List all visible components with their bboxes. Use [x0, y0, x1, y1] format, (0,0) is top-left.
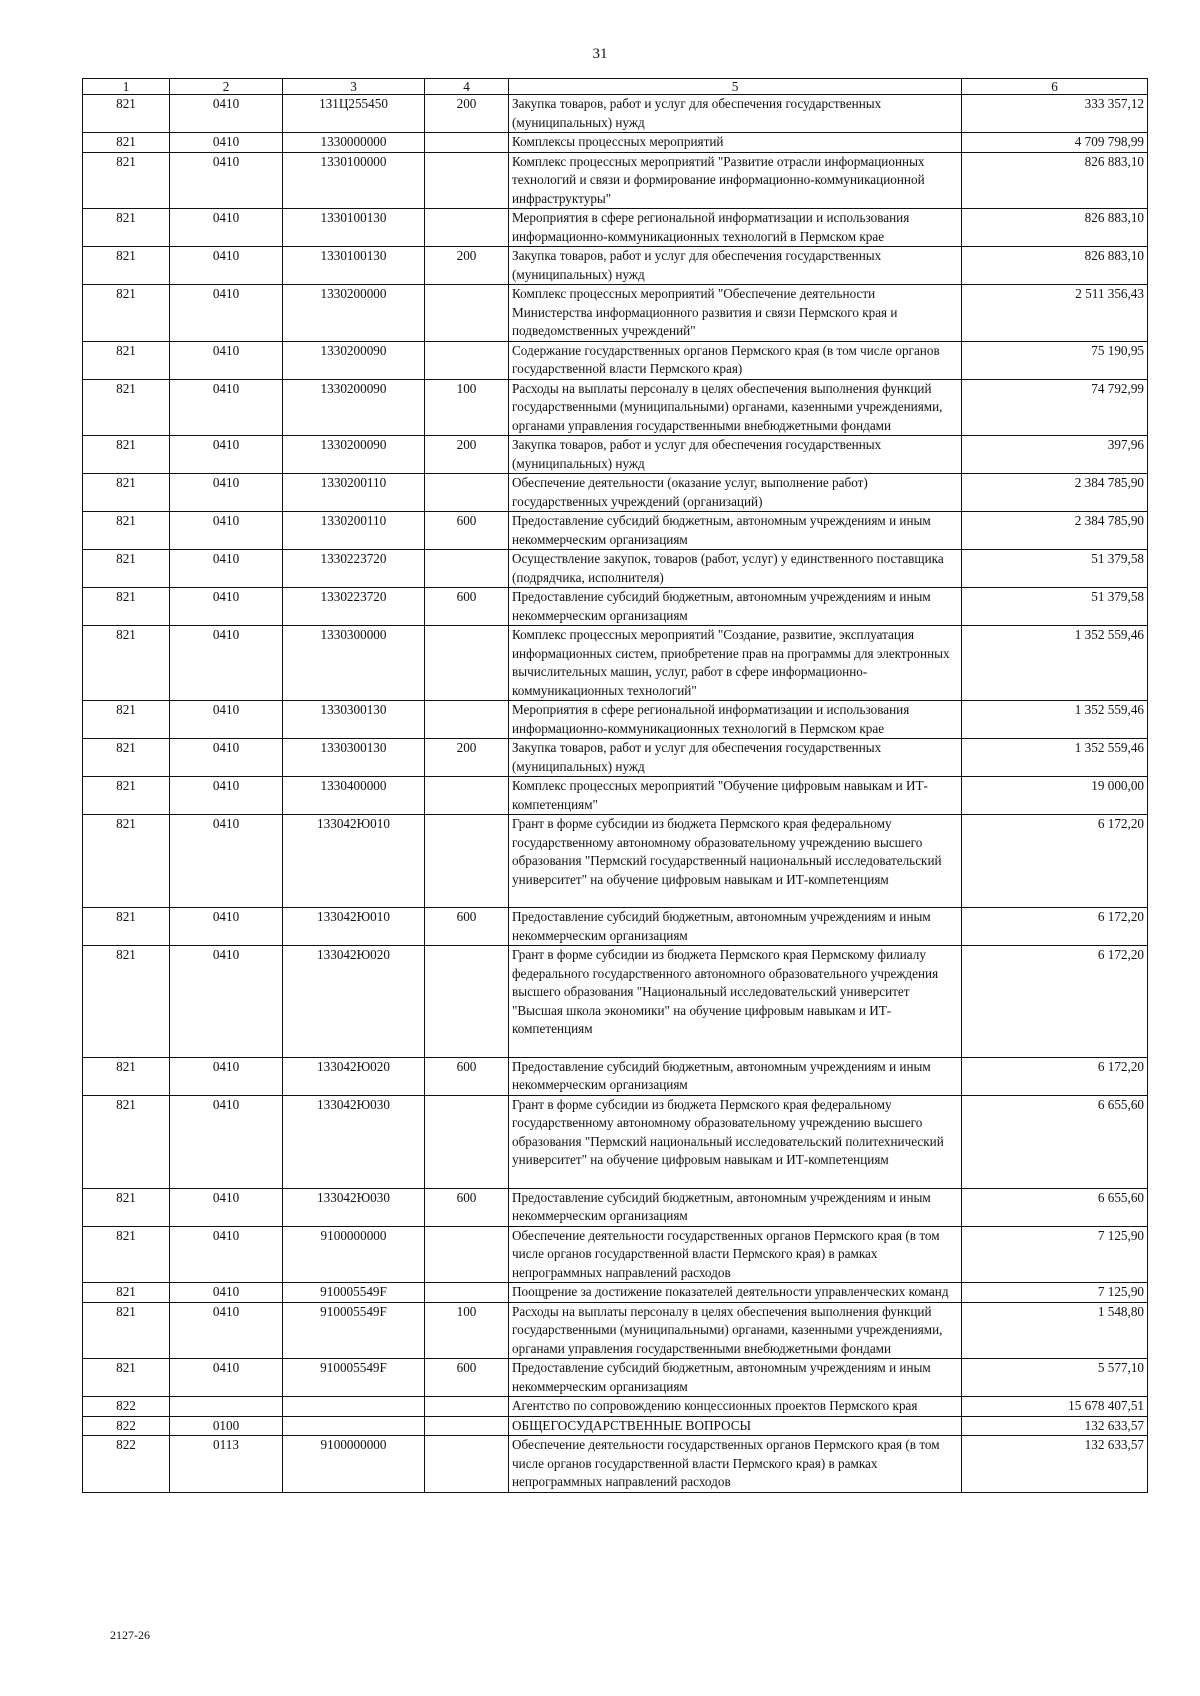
cell-expense-type: 200: [425, 436, 509, 474]
cell-description: Закупка товаров, работ и услуг для обеспечения государственных (муниципальных) нужд: [509, 436, 962, 474]
cell-amount: 51 379,58: [962, 550, 1148, 588]
cell-target-article: 1330200090: [283, 379, 425, 436]
cell-amount: 1 352 559,46: [962, 739, 1148, 777]
cell-description: Содержание государственных органов Пермского края (в том числе органов государственной власти Пермского края): [509, 341, 962, 379]
table-row: [83, 1188, 1148, 1226]
cell-section-code: 0410: [170, 95, 283, 133]
cell-target-article: 133042Ю020: [283, 946, 425, 1058]
cell-description: ОБЩЕГОСУДАРСТВЕННЫЕ ВОПРОСЫ: [509, 1416, 962, 1436]
cell-expense-type: [425, 1436, 509, 1493]
cell-amount: 2 384 785,90: [962, 512, 1148, 550]
cell-target-article: 1330200090: [283, 341, 425, 379]
cell-admin-code: 821: [83, 436, 170, 474]
table-row: [83, 95, 1148, 133]
cell-section-code: 0410: [170, 815, 283, 908]
cell-target-article: 9100000000: [283, 1436, 425, 1493]
cell-expense-type: 600: [425, 512, 509, 550]
column-header: 2: [170, 79, 283, 95]
table-row: [83, 1359, 1148, 1397]
cell-section-code: 0410: [170, 474, 283, 512]
cell-target-article: 133042Ю030: [283, 1188, 425, 1226]
cell-target-article: 1330200110: [283, 512, 425, 550]
cell-expense-type: [425, 152, 509, 209]
cell-target-article: [283, 1416, 425, 1436]
cell-admin-code: 821: [83, 209, 170, 247]
cell-description: Закупка товаров, работ и услуг для обеспечения государственных (муниципальных) нужд: [509, 95, 962, 133]
cell-target-article: 1330400000: [283, 777, 425, 815]
cell-description: Обеспечение деятельности (оказание услуг, выполнение работ) государственных учреждений (организаций): [509, 474, 962, 512]
cell-description: Расходы на выплаты персоналу в целях обеспечения выполнения функций государственными (муниципальными) органами, казенными учреждениями, органами управления государственными внебюджетными фондами: [509, 379, 962, 436]
cell-description: Поощрение за достижение показателей деятельности управленческих команд: [509, 1283, 962, 1303]
cell-section-code: 0113: [170, 1436, 283, 1493]
cell-section-code: 0410: [170, 1283, 283, 1303]
cell-description: Закупка товаров, работ и услуг для обеспечения государственных (муниципальных) нужд: [509, 739, 962, 777]
cell-expense-type: 100: [425, 379, 509, 436]
cell-description: Расходы на выплаты персоналу в целях обеспечения выполнения функций государственными (муниципальными) органами, казенными учреждениями, органами управления государственными внебюджетными фондами: [509, 1302, 962, 1359]
cell-amount: 132 633,57: [962, 1416, 1148, 1436]
cell-target-article: 910005549F: [283, 1283, 425, 1303]
cell-admin-code: 821: [83, 379, 170, 436]
cell-description: Обеспечение деятельности государственных органов Пермского края (в том числе органов государственной власти Пермского края) в рамках непрограммных направлений расходов: [509, 1436, 962, 1493]
cell-section-code: 0410: [170, 1188, 283, 1226]
cell-section-code: 0410: [170, 209, 283, 247]
table-row: [83, 152, 1148, 209]
cell-amount: 826 883,10: [962, 247, 1148, 285]
cell-amount: 15 678 407,51: [962, 1397, 1148, 1417]
cell-admin-code: 821: [83, 474, 170, 512]
table-row: [83, 1226, 1148, 1283]
cell-section-code: 0410: [170, 908, 283, 946]
cell-amount: 6 172,20: [962, 1057, 1148, 1095]
table-row: [83, 777, 1148, 815]
table-row: [83, 1436, 1148, 1493]
cell-target-article: 1330223720: [283, 550, 425, 588]
cell-admin-code: 821: [83, 512, 170, 550]
cell-admin-code: 821: [83, 815, 170, 908]
cell-section-code: 0410: [170, 152, 283, 209]
table-row: [83, 550, 1148, 588]
cell-amount: 2 384 785,90: [962, 474, 1148, 512]
cell-description: Предоставление субсидий бюджетным, автономным учреждениям и иным некоммерческим организациям: [509, 588, 962, 626]
cell-section-code: 0410: [170, 1057, 283, 1095]
cell-expense-type: 600: [425, 588, 509, 626]
cell-amount: 4 709 798,99: [962, 133, 1148, 153]
cell-section-code: 0410: [170, 777, 283, 815]
budget-table: [82, 78, 1148, 1493]
cell-section-code: 0410: [170, 701, 283, 739]
cell-section-code: 0410: [170, 341, 283, 379]
cell-amount: 7 125,90: [962, 1283, 1148, 1303]
cell-amount: 5 577,10: [962, 1359, 1148, 1397]
table-row: [83, 1302, 1148, 1359]
cell-description: Мероприятия в сфере региональной информатизации и использования информационно-коммуникационных технологий в Пермском крае: [509, 209, 962, 247]
cell-description: Грант в форме субсидии из бюджета Пермского края Пермскому филиалу федерального государственного автономного образовательного учреждения высшего образования "Национальный исследовательский университет "Высшая школа экономики" на обучение цифровым навыкам и ИТ-компетенциям: [509, 946, 962, 1058]
table-row: [83, 946, 1148, 1058]
cell-admin-code: 821: [83, 1283, 170, 1303]
table-row: [83, 133, 1148, 153]
cell-expense-type: [425, 133, 509, 153]
cell-section-code: 0410: [170, 1359, 283, 1397]
cell-expense-type: [425, 777, 509, 815]
cell-admin-code: 821: [83, 777, 170, 815]
cell-expense-type: 200: [425, 739, 509, 777]
cell-target-article: 1330200110: [283, 474, 425, 512]
cell-target-article: 133042Ю010: [283, 908, 425, 946]
cell-expense-type: [425, 701, 509, 739]
table-row: [83, 474, 1148, 512]
cell-description: Закупка товаров, работ и услуг для обеспечения государственных (муниципальных) нужд: [509, 247, 962, 285]
cell-admin-code: 821: [83, 626, 170, 701]
cell-amount: 74 792,99: [962, 379, 1148, 436]
cell-section-code: 0410: [170, 133, 283, 153]
cell-target-article: 1330200090: [283, 436, 425, 474]
cell-expense-type: 200: [425, 247, 509, 285]
cell-section-code: 0410: [170, 379, 283, 436]
table-row: [83, 1095, 1148, 1188]
cell-admin-code: 821: [83, 908, 170, 946]
column-header: 4: [425, 79, 509, 95]
cell-target-article: 1330200000: [283, 285, 425, 342]
cell-admin-code: 822: [83, 1416, 170, 1436]
table-row: [83, 908, 1148, 946]
column-header: 6: [962, 79, 1148, 95]
cell-expense-type: 600: [425, 1359, 509, 1397]
cell-description: Грант в форме субсидии из бюджета Пермского края федеральному государственному автономному образовательному учреждению высшего образования "Пермский государственный национальный исследовательский университет" на обучение цифровым навыкам и ИТ-компетенциям: [509, 815, 962, 908]
table-row: [83, 247, 1148, 285]
table-row: [83, 341, 1148, 379]
cell-amount: 19 000,00: [962, 777, 1148, 815]
cell-description: Предоставление субсидий бюджетным, автономным учреждениям и иным некоммерческим организациям: [509, 1057, 962, 1095]
cell-section-code: 0410: [170, 285, 283, 342]
cell-target-article: 1330000000: [283, 133, 425, 153]
cell-expense-type: [425, 209, 509, 247]
cell-section-code: [170, 1397, 283, 1417]
cell-target-article: 1330300130: [283, 701, 425, 739]
cell-admin-code: 821: [83, 1359, 170, 1397]
cell-target-article: 133042Ю010: [283, 815, 425, 908]
cell-expense-type: [425, 1226, 509, 1283]
cell-section-code: 0410: [170, 739, 283, 777]
cell-expense-type: [425, 1397, 509, 1417]
cell-amount: 1 352 559,46: [962, 626, 1148, 701]
cell-section-code: 0410: [170, 946, 283, 1058]
cell-admin-code: 821: [83, 285, 170, 342]
cell-section-code: 0410: [170, 512, 283, 550]
cell-description: Комплекс процессных мероприятий "Создание, развитие, эксплуатация информационных систем, приобретение прав на программы для электронных вычислительных машин, услуг, работ в сфере информационно-коммуникационных технологий": [509, 626, 962, 701]
cell-amount: 6 172,20: [962, 908, 1148, 946]
cell-admin-code: 821: [83, 550, 170, 588]
cell-target-article: 1330100000: [283, 152, 425, 209]
cell-amount: 132 633,57: [962, 1436, 1148, 1493]
cell-description: Мероприятия в сфере региональной информатизации и использования информационно-коммуникационных технологий в Пермском крае: [509, 701, 962, 739]
cell-amount: 51 379,58: [962, 588, 1148, 626]
cell-admin-code: 821: [83, 1302, 170, 1359]
table-row: [83, 626, 1148, 701]
cell-target-article: [283, 1397, 425, 1417]
cell-section-code: 0410: [170, 588, 283, 626]
cell-target-article: 1330300130: [283, 739, 425, 777]
cell-description: Комплекс процессных мероприятий "Обеспечение деятельности Министерства информационного развития и связи Пермского края и подведомственных учреждений": [509, 285, 962, 342]
cell-admin-code: 821: [83, 701, 170, 739]
cell-admin-code: 821: [83, 1057, 170, 1095]
cell-section-code: 0410: [170, 1226, 283, 1283]
cell-target-article: 9100000000: [283, 1226, 425, 1283]
cell-expense-type: [425, 341, 509, 379]
cell-section-code: 0410: [170, 1095, 283, 1188]
footer-document-code: 2127-26: [110, 1628, 150, 1642]
cell-admin-code: 821: [83, 588, 170, 626]
table-row: [83, 1283, 1148, 1303]
cell-admin-code: 821: [83, 247, 170, 285]
cell-admin-code: 821: [83, 1226, 170, 1283]
cell-description: Предоставление субсидий бюджетным, автономным учреждениям и иным некоммерческим организациям: [509, 908, 962, 946]
cell-expense-type: 600: [425, 908, 509, 946]
cell-description: Обеспечение деятельности государственных органов Пермского края (в том числе органов государственной власти Пермского края) в рамках непрограммных направлений расходов: [509, 1226, 962, 1283]
cell-expense-type: [425, 815, 509, 908]
cell-expense-type: [425, 474, 509, 512]
cell-amount: 6 655,60: [962, 1188, 1148, 1226]
table-row: [83, 209, 1148, 247]
cell-admin-code: 821: [83, 739, 170, 777]
cell-target-article: 133042Ю020: [283, 1057, 425, 1095]
cell-expense-type: [425, 626, 509, 701]
table-row: [83, 588, 1148, 626]
cell-admin-code: 821: [83, 341, 170, 379]
cell-description: Предоставление субсидий бюджетным, автономным учреждениям и иным некоммерческим организациям: [509, 1188, 962, 1226]
cell-expense-type: [425, 550, 509, 588]
table-header-row: [83, 79, 1148, 95]
table-row: [83, 436, 1148, 474]
cell-target-article: 1330100130: [283, 209, 425, 247]
cell-amount: 1 548,80: [962, 1302, 1148, 1359]
cell-amount: 6 655,60: [962, 1095, 1148, 1188]
table-row: [83, 512, 1148, 550]
page-number: 31: [592, 46, 608, 62]
cell-expense-type: 600: [425, 1188, 509, 1226]
table-row: [83, 1057, 1148, 1095]
cell-description: Предоставление субсидий бюджетным, автономным учреждениям и иным некоммерческим организациям: [509, 1359, 962, 1397]
cell-expense-type: 600: [425, 1057, 509, 1095]
cell-target-article: 1330223720: [283, 588, 425, 626]
table-row: [83, 1416, 1148, 1436]
cell-amount: 6 172,20: [962, 815, 1148, 908]
cell-admin-code: 821: [83, 946, 170, 1058]
cell-expense-type: [425, 946, 509, 1058]
column-header: 5: [509, 79, 962, 95]
table-row: [83, 815, 1148, 908]
cell-expense-type: 100: [425, 1302, 509, 1359]
cell-section-code: 0100: [170, 1416, 283, 1436]
cell-section-code: 0410: [170, 436, 283, 474]
cell-amount: 1 352 559,46: [962, 701, 1148, 739]
table-row: [83, 701, 1148, 739]
cell-admin-code: 822: [83, 1397, 170, 1417]
cell-description: Комплексы процессных мероприятий: [509, 133, 962, 153]
cell-amount: 7 125,90: [962, 1226, 1148, 1283]
cell-section-code: 0410: [170, 247, 283, 285]
column-header: 1: [83, 79, 170, 95]
cell-target-article: 910005549F: [283, 1359, 425, 1397]
table-body: [83, 95, 1148, 1493]
cell-amount: 397,96: [962, 436, 1148, 474]
table-row: [83, 1397, 1148, 1417]
table-row: [83, 379, 1148, 436]
cell-target-article: 910005549F: [283, 1302, 425, 1359]
cell-expense-type: [425, 1095, 509, 1188]
cell-description: Грант в форме субсидии из бюджета Пермского края федеральному государственному автономному образовательному учреждению высшего образования "Пермский национальный исследовательский политехнический университет" на обучение цифровым навыкам и ИТ-компетенциям: [509, 1095, 962, 1188]
cell-description: Комплекс процессных мероприятий "Обучение цифровым навыкам и ИТ-компетенциям": [509, 777, 962, 815]
cell-description: Осуществление закупок, товаров (работ, услуг) у единственного поставщика (подрядчика, исполнителя): [509, 550, 962, 588]
cell-admin-code: 821: [83, 1095, 170, 1188]
cell-expense-type: [425, 1283, 509, 1303]
cell-amount: 333 357,12: [962, 95, 1148, 133]
cell-amount: 75 190,95: [962, 341, 1148, 379]
column-header: 3: [283, 79, 425, 95]
cell-admin-code: 821: [83, 152, 170, 209]
cell-amount: 6 172,20: [962, 946, 1148, 1058]
cell-expense-type: [425, 1416, 509, 1436]
cell-target-article: 1330300000: [283, 626, 425, 701]
cell-section-code: 0410: [170, 1302, 283, 1359]
cell-description: Предоставление субсидий бюджетным, автономным учреждениям и иным некоммерческим организациям: [509, 512, 962, 550]
cell-admin-code: 821: [83, 133, 170, 153]
cell-admin-code: 821: [83, 1188, 170, 1226]
cell-expense-type: [425, 285, 509, 342]
cell-target-article: 131Ц255450: [283, 95, 425, 133]
cell-target-article: 133042Ю030: [283, 1095, 425, 1188]
cell-admin-code: 822: [83, 1436, 170, 1493]
table-row: [83, 285, 1148, 342]
cell-amount: 826 883,10: [962, 209, 1148, 247]
cell-target-article: 1330100130: [283, 247, 425, 285]
cell-amount: 2 511 356,43: [962, 285, 1148, 342]
cell-expense-type: 200: [425, 95, 509, 133]
table-row: [83, 739, 1148, 777]
cell-amount: 826 883,10: [962, 152, 1148, 209]
cell-section-code: 0410: [170, 550, 283, 588]
cell-section-code: 0410: [170, 626, 283, 701]
cell-description: Комплекс процессных мероприятий "Развитие отрасли информационных технологий и связи и формирование информационно-коммуникационной инфраструктуры": [509, 152, 962, 209]
cell-description: Агентство по сопровождению концессионных проектов Пермского края: [509, 1397, 962, 1417]
cell-admin-code: 821: [83, 95, 170, 133]
